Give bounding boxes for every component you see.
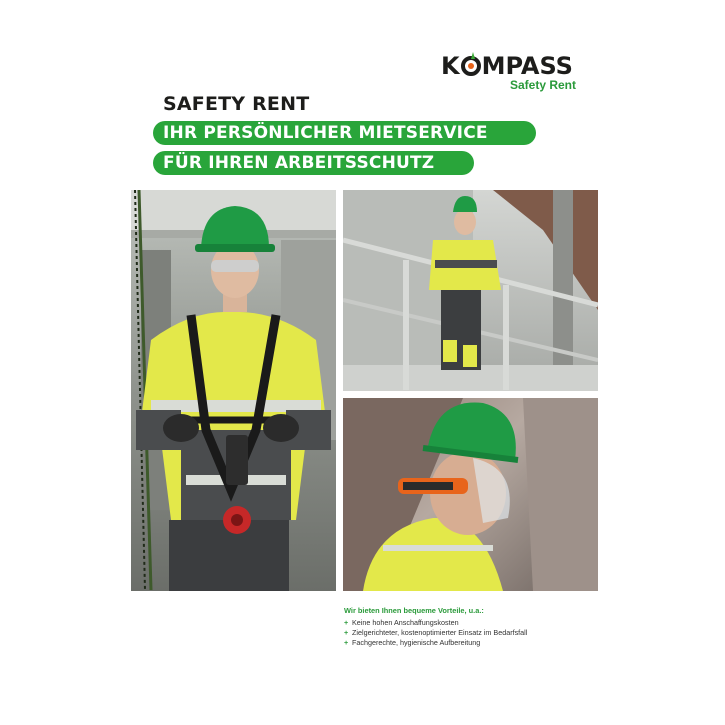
worker-railing-illustration bbox=[343, 190, 598, 391]
plus-icon: + bbox=[344, 638, 349, 647]
page-title: SAFETY RENT bbox=[163, 93, 310, 115]
list-item: + Keine hohen Anschaffungskosten bbox=[344, 618, 459, 627]
photo-worker-railing bbox=[343, 190, 598, 391]
plus-icon: + bbox=[344, 628, 349, 637]
list-item: + Zielgerichteter, kostenoptimierter Einsatz im Bedarfsfall bbox=[344, 628, 528, 637]
photo-worker-harness bbox=[131, 190, 336, 591]
photo-worker-respirator bbox=[343, 398, 598, 591]
kompass-logo bbox=[441, 52, 581, 92]
worker-respirator-illustration bbox=[343, 398, 598, 591]
list-item: + Fachgerechte, hygienische Aufbereitung bbox=[344, 638, 481, 647]
worker-harness-illustration bbox=[131, 190, 336, 591]
benefits-list bbox=[344, 606, 604, 648]
logo-subtitle: Safety Rent bbox=[509, 78, 576, 92]
headline-pill-1: IHR PERSÖNLICHER MIETSERVICE bbox=[153, 121, 536, 145]
benefits-title: Wir bieten Ihnen bequeme Vorteile, u.a.: bbox=[344, 606, 484, 615]
logo-wordmark: K MPASS bbox=[441, 52, 573, 80]
plus-icon: + bbox=[344, 618, 349, 627]
headline-pill-2: FÜR IHREN ARBEITSSCHUTZ bbox=[153, 151, 474, 175]
compass-icon bbox=[461, 56, 481, 76]
